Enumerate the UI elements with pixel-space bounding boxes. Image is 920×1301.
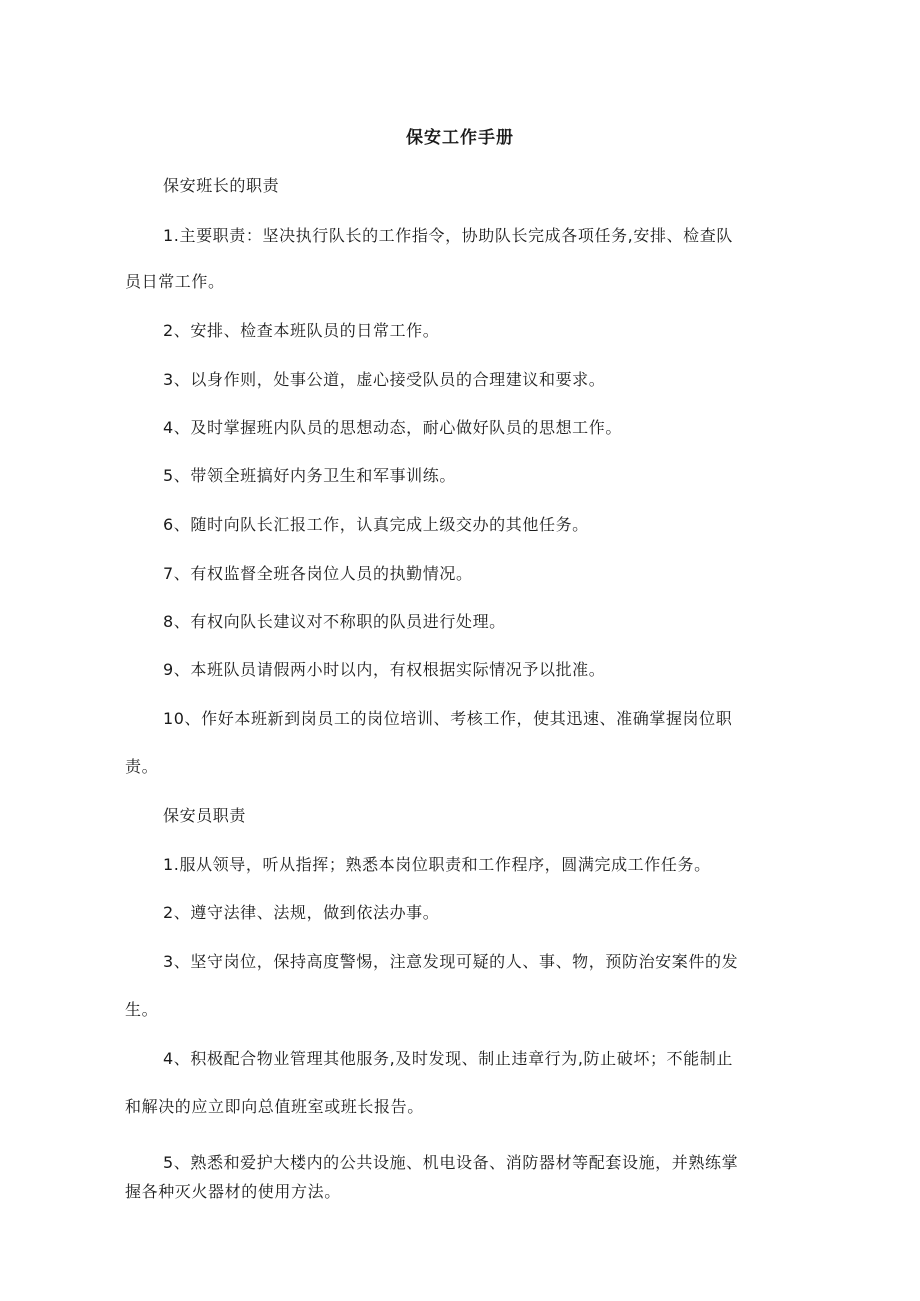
list-item: 9、本班队员请假两小时以内，有权根据实际情况予以批准。 — [163, 660, 606, 679]
list-item-continuation: 和解决的应立即向总值班室或班长报告。 — [125, 1097, 424, 1116]
list-item: 5、带领全班搞好内务卫生和军事训练。 — [163, 466, 456, 485]
list-item-continuation: 生。 — [125, 1000, 159, 1019]
list-item: 4、积极配合物业管理其他服务,及时发现、制止违章行为,防止破坏；不能制止 — [163, 1049, 733, 1068]
list-item: 8、有权向队长建议对不称职的队员进行处理。 — [163, 612, 506, 631]
list-item: 1.主要职责：坚决执行队长的工作指令，协助队长完成各项任务,安排、检查队 — [163, 226, 733, 245]
document-title: 保安工作手册 — [406, 128, 514, 148]
section-heading: 保安员职责 — [163, 806, 247, 825]
list-item: 4、及时掌握班内队员的思想动态，耐心做好队员的思想工作。 — [163, 418, 622, 437]
list-item: 2、安排、检查本班队员的日常工作。 — [163, 321, 440, 340]
list-item: 5、熟悉和爱护大楼内的公共设施、机电设备、消防器材等配套设施，并熟练掌 — [163, 1153, 739, 1172]
list-item: 3、坚守岗位，保持高度警惕，注意发现可疑的人、事、物，预防治安案件的发 — [163, 952, 739, 971]
list-item: 7、有权监督全班各岗位人员的执勤情况。 — [163, 564, 473, 583]
list-item: 2、遵守法律、法规，做到依法办事。 — [163, 903, 440, 922]
list-item-continuation: 握各种灭火器材的使用方法。 — [125, 1182, 341, 1201]
section-heading: 保安班长的职责 — [163, 176, 280, 195]
list-item: 6、随时向队长汇报工作，认真完成上级交办的其他任务。 — [163, 515, 589, 534]
list-item-continuation: 员日常工作。 — [125, 272, 225, 291]
list-item: 10、作好本班新到岗员工的岗位培训、考核工作，使其迅速、准确掌握岗位职 — [163, 709, 733, 728]
list-item-continuation: 责。 — [125, 757, 159, 776]
list-item: 3、以身作则，处事公道，虚心接受队员的合理建议和要求。 — [163, 370, 606, 389]
list-item: 1.服从领导，听从指挥；熟悉本岗位职责和工作程序，圆满完成工作任务。 — [163, 855, 711, 874]
